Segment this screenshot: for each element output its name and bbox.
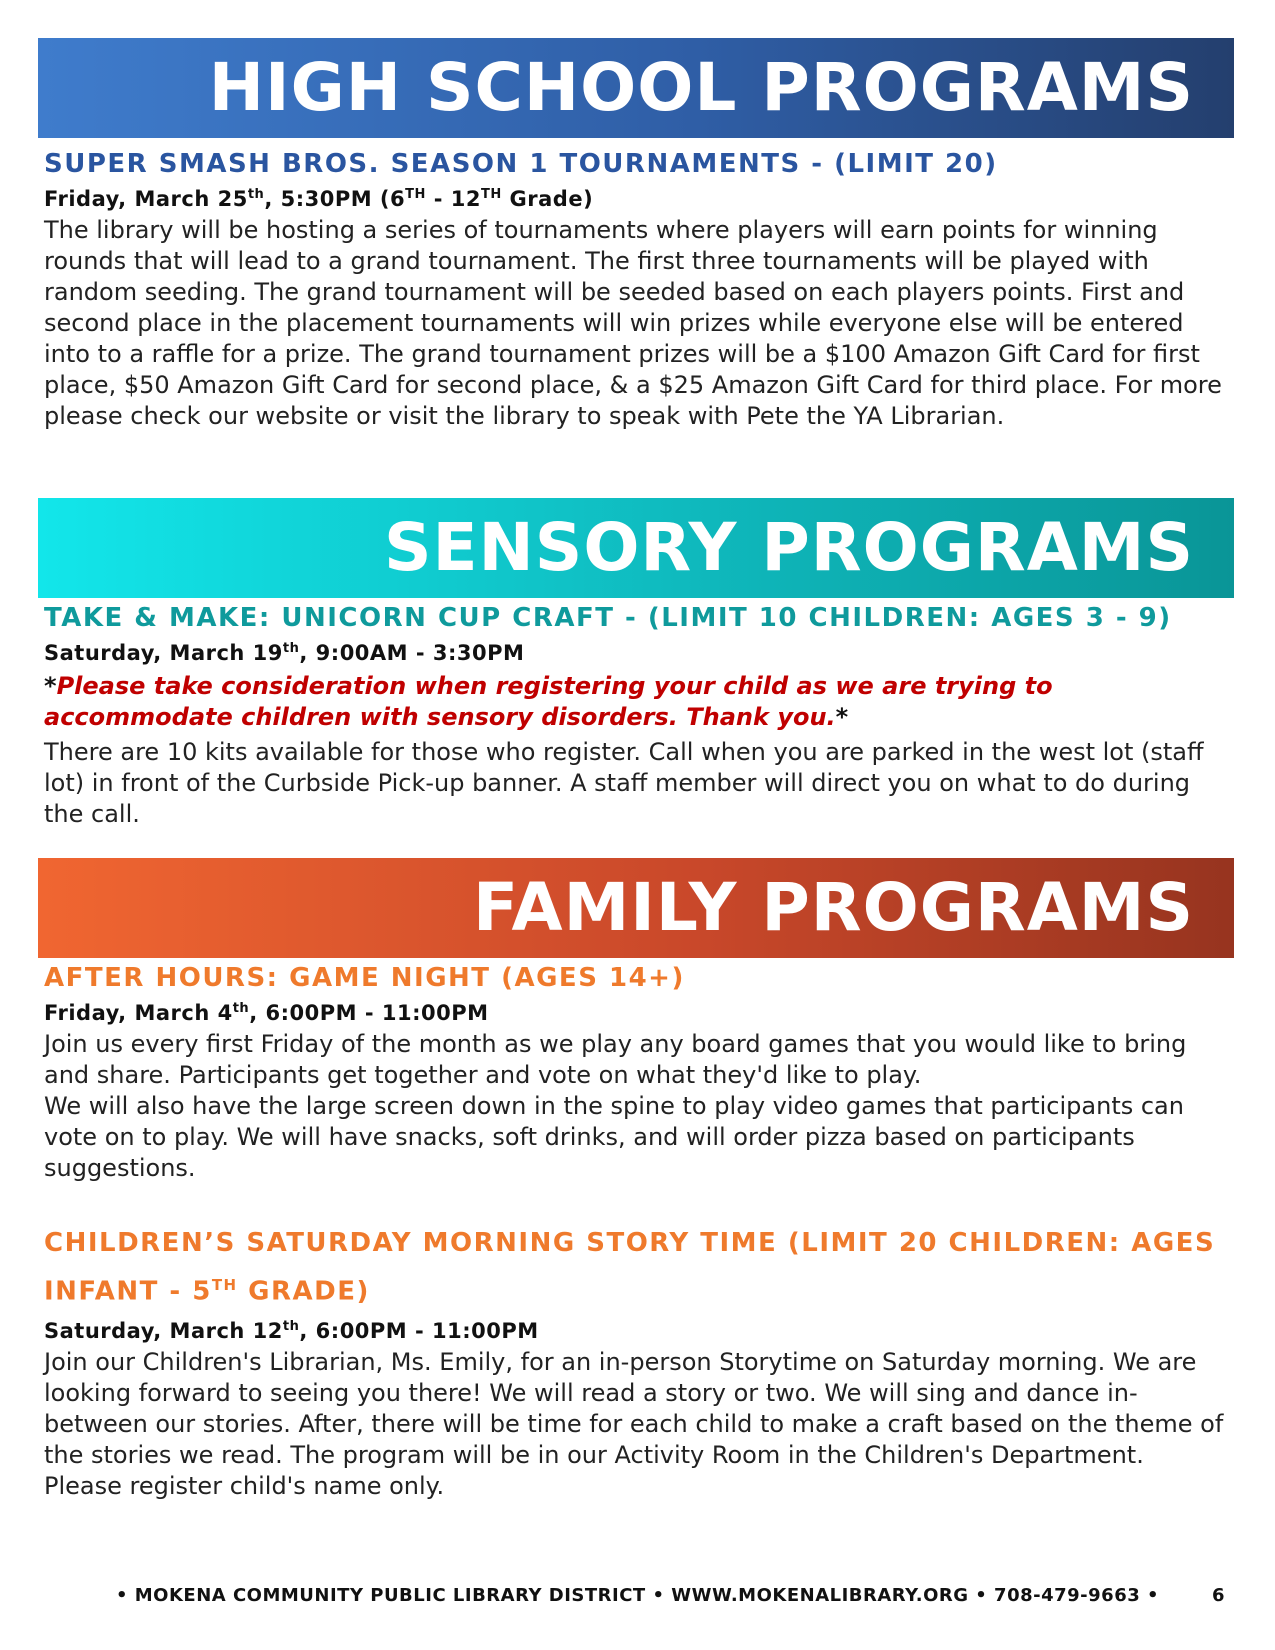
family-banner bbox=[38, 858, 1234, 958]
sensory-banner bbox=[38, 498, 1234, 598]
program-date: Saturday, March 19th, 9:00AM - 3:30PM bbox=[44, 640, 525, 665]
page-number: 6 bbox=[1211, 1585, 1225, 1606]
program-date: Friday, March 25th, 5:30PM (6TH - 12TH Grade) bbox=[44, 186, 594, 211]
super-smash-program bbox=[44, 148, 1224, 432]
program-description: The library will be hosting a series of tournaments where players will earn points for winning rounds that will lead to a grand tournament. The first three tournaments will be played with random seeding. The grand tournament will be seeded based on each players points. First and second place in the placement tournaments will win prizes while everyone else will be entered into to a raffle for a prize. The grand tournament prizes will be a $100 Amazon Gift Card for first place, $50 Amazon Gift Card for second place, & a $25 Amazon Gift Card for third place. For more please check our website or visit the library to speak with Pete the YA Librarian. bbox=[44, 215, 1222, 430]
story-time-program bbox=[44, 1222, 1224, 1502]
high-school-banner-title: HIGH SCHOOL PROGRAMS bbox=[208, 49, 1194, 126]
program-date: Saturday, March 12th, 6:00PM - 11:00PM bbox=[44, 1318, 539, 1343]
program-title: TAKE & MAKE: UNICORN CUP CRAFT - (LIMIT 10 CHILDREN: AGES 3 - 9) bbox=[44, 603, 1172, 633]
unicorn-craft-program bbox=[44, 602, 1224, 830]
program-title: SUPER SMASH BROS. SEASON 1 TOURNAMENTS - (LIMIT 20) bbox=[44, 149, 998, 179]
sensory-note: *Please take consideration when registering your child as we are trying to accommodate children with sensory disorders. Thank you.* bbox=[44, 671, 1053, 731]
sensory-banner-title: SENSORY PROGRAMS bbox=[383, 509, 1194, 586]
program-description: Join us every first Friday of the month as we play any board games that you would like to bring and share. Participants get together and vote on what they'd like to play. We will also have the large screen down in the spine to play video games that participants can vote on to play. We will have snacks, soft drinks, and will order pizza based on participants suggestions. bbox=[44, 1029, 1187, 1182]
footer bbox=[0, 1585, 1275, 1606]
high-school-banner bbox=[38, 38, 1234, 138]
game-night-program bbox=[44, 962, 1224, 1184]
footer-text: • MOKENA COMMUNITY PUBLIC LIBRARY DISTRICT • WWW.MOKENALIBRARY.ORG • 708-479-9663 • bbox=[115, 1585, 1160, 1606]
program-description: There are 10 kits available for those who register. Call when you are parked in the west lot (staff lot) in front of the Curbside Pick-up banner. A staff member will direct you on what to do during the call. bbox=[44, 737, 1204, 828]
program-title: AFTER HOURS: GAME NIGHT (AGES 14+) bbox=[44, 963, 685, 993]
family-banner-title: FAMILY PROGRAMS bbox=[473, 869, 1194, 946]
program-description: Join our Children's Librarian, Ms. Emily, for an in-person Storytime on Saturday morning. We are looking forward to seeing you there! We will read a story or two. We will sing and dance in-between our stories. After, there will be time for each child to make a craft based on the theme of the stories we read. The program will be in our Activity Room in the Children's Department. Please register child's name only. bbox=[44, 1347, 1224, 1500]
program-title: CHILDREN’S SATURDAY MORNING STORY TIME (LIMIT 20 CHILDREN: AGES INFANT - 5TH GRADE) bbox=[44, 1228, 1216, 1307]
program-date: Friday, March 4th, 6:00PM - 11:00PM bbox=[44, 1000, 489, 1025]
